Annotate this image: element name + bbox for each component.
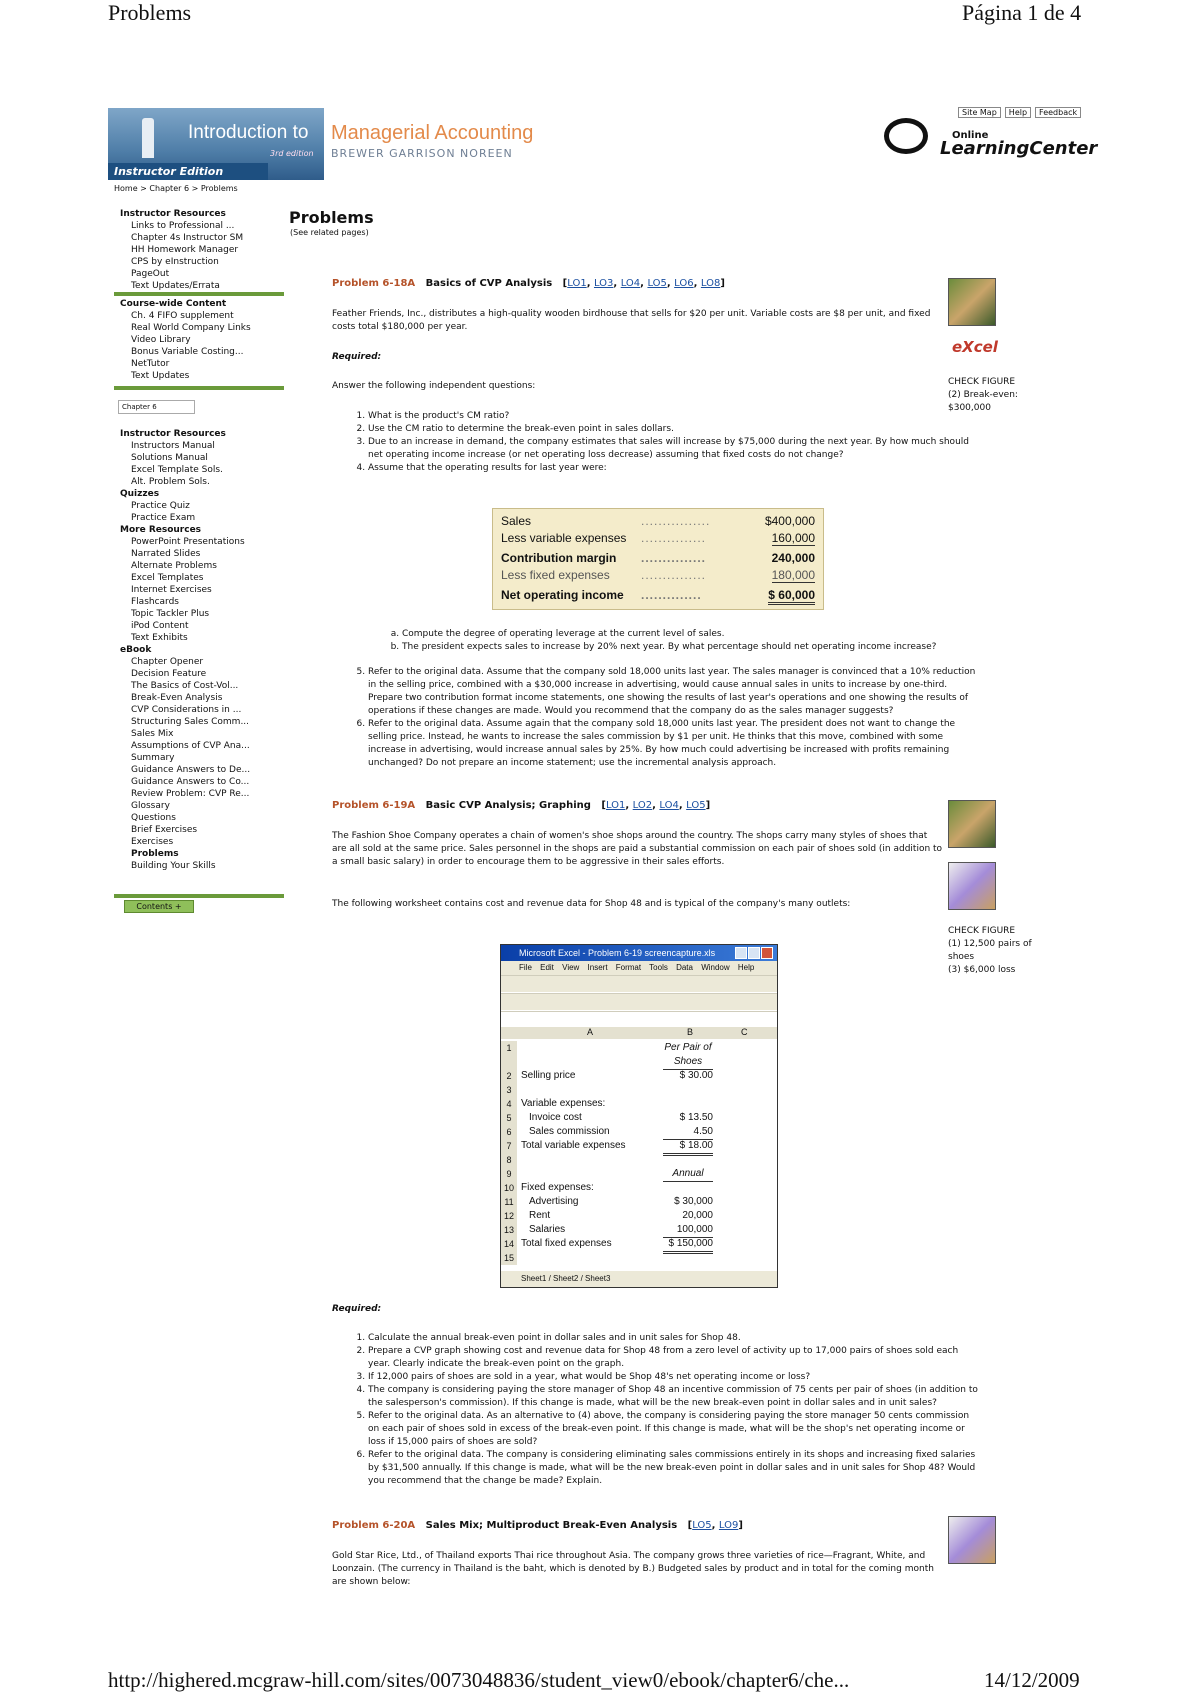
sidebar-item[interactable]: Bonus Variable Costing... — [131, 347, 244, 357]
excel-column-headers — [501, 1027, 777, 1039]
page-title: Problems — [289, 208, 374, 227]
column-header-c: C — [741, 1027, 748, 1037]
question: 4. The company is considering paying the store manager of Shop 48 an incentive commission of 75 cents per pair of shoes (in addition to the salesperson's commission). If this change is made, what will be the new break-even point in dollar sales and in unit sales? — [368, 1384, 980, 1410]
sidebar-group-2 — [120, 298, 251, 382]
excel-menu-bar[interactable]: File Edit View Insert Format Tools Data Window Help — [501, 961, 777, 975]
sidebar-item[interactable]: Alt. Problem Sols. — [131, 477, 210, 487]
banner-authors: BREWER GARRISON NOREEN — [331, 147, 513, 160]
check-figure-text: shoes — [948, 952, 975, 962]
check-figure-text: (3) $6,000 loss — [948, 965, 1016, 975]
sidebar-item[interactable]: Real World Company Links — [131, 323, 251, 333]
sidebar-item[interactable]: Links to Professional ... — [131, 221, 235, 231]
tutorial-thumbnail[interactable] — [948, 1516, 996, 1564]
excel-title-bar: Microsoft Excel - Problem 6-19 screencapture.xls — [501, 945, 777, 961]
lo-link[interactable]: LO5 — [692, 1520, 712, 1531]
sidebar-item[interactable]: Glossary — [131, 801, 170, 811]
sidebar-heading: Instructor Resources — [120, 429, 226, 439]
contents-button[interactable]: Contents + — [124, 900, 194, 913]
question: 2. Prepare a CVP graph showing cost and revenue data for Shop 48 from a zero level of activity up to 17,000 pairs of shoes sold each year. Clearly indicate the break-even point on the graph. — [368, 1345, 980, 1371]
lo-link[interactable]: LO5 — [686, 800, 706, 811]
excel-row: 1 Per Pair of — [501, 1041, 777, 1055]
question: 6. Refer to the original data. The company is considering eliminating sales commissions entirely in its shops and increasing fixed salaries by $31,500 annually. If this change is made, what will be the new break-even point in dollar sales and in unit sales for Shop 48? Would you recommend that the change be made? Explain. — [368, 1449, 980, 1488]
problem-intro: The Fashion Shoe Company operates a chain of women's shoe shops around the country. The shops carry many styles of shoes that are all sold at the same price. Sales personnel in the shops are paid a substantial commission on each pair of shoes sold (in addition to a small basic salary) in order to encourage them to be aggressive in their sales efforts. — [332, 831, 943, 867]
sidebar-item[interactable]: Text Updates — [131, 371, 190, 381]
lighthouse-icon — [142, 118, 154, 158]
video-thumbnail[interactable] — [948, 800, 996, 848]
sidebar-item[interactable]: Building Your Skills — [131, 861, 216, 871]
worksheet-lead: The following worksheet contains cost and revenue data for Shop 48 and is typical of the company's many outlets: — [332, 899, 851, 909]
excel-row: 6 Sales commission 4.50 — [501, 1125, 777, 1139]
sidebar-item[interactable]: Text Exhibits — [131, 633, 188, 643]
sidebar-item[interactable]: Alternate Problems — [131, 561, 217, 571]
sidebar-item[interactable]: Summary — [131, 753, 175, 763]
required-label: Required: — [332, 352, 382, 362]
excel-row: Shoes — [501, 1055, 777, 1069]
question: 3. Due to an increase in demand, the company estimates that sales will increase by $75,000 during the next year. By how much should net operating income increase (or net operating loss decrease) assuming that fixed costs do not change? — [368, 436, 980, 462]
feedback-link[interactable]: Feedback — [1035, 107, 1081, 118]
problem-number: Problem 6-20A — [332, 1520, 416, 1531]
sidebar-heading: More Resources — [120, 525, 202, 535]
print-footer-url: http://highered.mcgraw-hill.com/sites/0073048836/student_view0/ebook/chapter6/che... — [108, 1668, 850, 1692]
problem-intro: Gold Star Rice, Ltd., of Thailand exports Thai rice throughout Asia. The company grows three varieties of rice—Fragrant, White, and Loonzain. (The currency in Thailand is the baht, which is denoted by B.) Budgeted sales by product and in total for the coming month are shown below: — [332, 1551, 934, 1587]
sidebar-item[interactable]: Break-Even Analysis — [131, 693, 223, 703]
print-header-page: Página 1 de 4 — [962, 0, 1082, 25]
lo-link[interactable]: LO2 — [632, 800, 653, 811]
income-row: Less fixed expenses ............... 180,000 — [501, 568, 815, 582]
chapter-select[interactable]: Chapter 6 — [118, 400, 195, 414]
sidebar-item[interactable]: Chapter Opener — [131, 657, 204, 667]
problem-title: Basic CVP Analysis; Graphing — [425, 800, 591, 811]
sidebar-item[interactable]: Structuring Sales Comm... — [131, 717, 250, 727]
excel-worksheet — [500, 944, 778, 1288]
excel-row: 10 Fixed expenses: — [501, 1181, 777, 1195]
sidebar-item[interactable]: Flashcards — [131, 597, 179, 607]
sidebar-item[interactable]: Solutions Manual — [131, 453, 208, 463]
sidebar-group-1 — [120, 208, 243, 292]
sidebar-group-3 — [120, 428, 250, 872]
video-thumbnail[interactable] — [948, 278, 996, 326]
sidebar-item[interactable]: PowerPoint Presentations — [131, 537, 245, 547]
question: 5. Refer to the original data. Assume that the company sold 18,000 units last year. The sales manager is convinced that a 10% reduction in the selling price, combined with a $30,000 increase in advertising, would cause annual sales in units to increase by one-third. Prepare two contribution format income statements, one showing the results of last year's operations and one showing the results of operations if these changes are made. Would you recommend that the company do as the sales manager suggests? — [368, 666, 980, 718]
lo-link[interactable]: LO1 — [567, 278, 587, 289]
excel-row: 15 — [501, 1251, 777, 1265]
sidebar-divider — [114, 894, 284, 898]
question: 5. Refer to the original data. As an alternative to (4) above, the company is considering paying the store manager 50 cents commission on each pair of shoes sold in excess of the break-even point. If this change is made, what will be the shop's net operating income or loss if 15,000 pairs of shoes are sold? — [368, 1410, 980, 1449]
question: 2. Use the CM ratio to determine the break-even point in sales dollars. — [368, 423, 980, 436]
sidebar-item[interactable]: HH Homework Manager — [131, 245, 239, 255]
sidebar-item[interactable]: CVP Considerations in ... — [131, 705, 242, 715]
tutorial-thumbnail[interactable] — [948, 862, 996, 910]
question-list — [332, 666, 980, 770]
column-header-b: B — [687, 1027, 694, 1037]
excel-row: 5 Invoice cost $ 13.50 — [501, 1111, 777, 1125]
check-figure-label: CHECK FIGURE — [948, 377, 1016, 387]
sidebar-item[interactable]: Topic Tackler Plus — [131, 609, 210, 619]
sidebar-item-current[interactable]: Problems — [131, 849, 179, 859]
question: 6. Refer to the original data. Assume again that the company sold 18,000 units last year. The president does not want to change the selling price. Instead, he wants to increase the sales commission by $1 per unit. He thinks that this move, combined with some increase in advertising, would increase annual sales by 25%. By how much could advertising be increased with profits remaining unchanged? Do not prepare an income statement; use the incremental analysis approach. — [368, 718, 980, 770]
print-footer-date: 14/12/2009 — [984, 1668, 1080, 1692]
sidebar-item[interactable]: Assumptions of CVP Ana... — [131, 741, 250, 751]
sidebar-divider — [114, 292, 284, 296]
problem-title: Basics of CVP Analysis — [425, 278, 553, 289]
column-header-a: A — [587, 1027, 594, 1037]
sidebar-item[interactable]: Instructors Manual — [131, 441, 215, 451]
question-list — [332, 1332, 980, 1488]
sidebar-item[interactable]: Guidance Answers to De... — [131, 765, 251, 775]
lo-link[interactable]: LO4 — [659, 800, 679, 811]
excel-row: 14 Total fixed expenses $ 150,000 — [501, 1237, 777, 1251]
excel-row: 8 — [501, 1153, 777, 1167]
sub-question: b. The president expects sales to increase by 20% next year. By what percentage should net operating income increase? — [402, 641, 942, 654]
site-map-link[interactable]: Site Map — [958, 107, 1001, 118]
instructor-edition-bar: Instructor Edition — [108, 163, 268, 180]
check-figure — [948, 925, 1068, 977]
sidebar-item[interactable]: PageOut — [131, 269, 170, 279]
check-figure-label: CHECK FIGURE — [948, 926, 1016, 936]
maximize-icon[interactable] — [748, 947, 760, 959]
sidebar-item[interactable]: iPod Content — [131, 621, 189, 631]
problem-heading: Problem 6-18A Basics of CVP Analysis [LO1, LO3, LO4, LO5, LO6, LO8] — [332, 278, 725, 289]
excel-row: 13 Salaries 100,000 — [501, 1223, 777, 1237]
olc-logo-icon — [884, 118, 928, 154]
see-related-link[interactable]: (See related pages) — [290, 228, 369, 237]
lo-link[interactable]: LO3 — [593, 278, 614, 289]
problem-heading: Problem 6-20A Sales Mix; Multiproduct Break-Even Analysis [LO5, LO9] — [332, 1520, 743, 1531]
olc-logo-line1: Online — [952, 130, 989, 141]
lo-link[interactable]: LO4 — [620, 278, 641, 289]
sidebar-item[interactable]: Chapter 4s Instructor SM — [131, 233, 244, 243]
breadcrumb[interactable]: Home > Chapter 6 > Problems — [114, 184, 238, 193]
question: 1. What is the product's CM ratio? — [368, 410, 980, 423]
excel-row: 4 Variable expenses: — [501, 1097, 777, 1111]
sub-question: a. Compute the degree of operating leverage at the current level of sales. — [402, 628, 942, 641]
sidebar-item[interactable]: Sales Mix — [131, 729, 174, 739]
sidebar-item[interactable]: Review Problem: CVP Re... — [131, 789, 250, 799]
excel-row: 11 Advertising $ 30,000 — [501, 1195, 777, 1209]
lo-link[interactable]: LO6 — [674, 278, 694, 289]
sidebar-item[interactable]: Practice Quiz — [131, 501, 190, 511]
sidebar-item[interactable]: Brief Exercises — [131, 825, 198, 835]
question: 4. Assume that the operating results for last year were: — [368, 462, 980, 475]
problem-number: Problem 6-19A — [332, 800, 416, 811]
sidebar-item[interactable]: Excel Template Sols. — [131, 465, 223, 475]
required-label: Required: — [332, 1304, 382, 1314]
excel-toolbar[interactable] — [501, 975, 777, 992]
close-icon[interactable] — [761, 947, 773, 959]
banner-title-2: Managerial Accounting — [331, 122, 534, 144]
lo-link[interactable]: LO1 — [605, 800, 626, 811]
lo-link[interactable]: LO5 — [647, 278, 667, 289]
check-figure-text: $300,000 — [948, 403, 991, 413]
income-row: Net operating income .............. $ 60,000 — [501, 588, 815, 606]
olc-logo-line2: LearningCenter — [940, 138, 1098, 159]
income-statement — [492, 508, 824, 610]
sidebar-item[interactable]: Narrated Slides — [131, 549, 201, 559]
excel-sheet-tabs[interactable]: Sheet1 / Sheet2 / Sheet3 — [501, 1271, 777, 1287]
help-link[interactable]: Help — [1005, 107, 1031, 118]
sidebar-item[interactable]: Guidance Answers to Co... — [131, 777, 250, 787]
problem-heading: Problem 6-19A Basic CVP Analysis; Graphing [LO1, LO2, LO4, LO5] — [332, 800, 711, 811]
sidebar-item[interactable]: Excel Templates — [131, 573, 204, 583]
banner-edition: 3rd edition — [270, 149, 314, 158]
sidebar-heading: Course-wide Content — [120, 299, 227, 309]
sidebar-item[interactable]: Ch. 4 FIFO supplement — [131, 311, 234, 321]
excel-row: 2 Selling price $ 30.00 — [501, 1069, 777, 1083]
sidebar-heading: Quizzes — [120, 489, 160, 499]
sidebar-item[interactable]: Exercises — [131, 837, 174, 847]
questions-lead: Answer the following independent questions: — [332, 381, 536, 391]
check-figure-text: (2) Break-even: — [948, 390, 1018, 400]
excel-row: 3 — [501, 1083, 777, 1097]
question: 3. If 12,000 pairs of shoes are sold in a year, what would be Shop 48's net operating income or loss? — [368, 1371, 980, 1384]
sidebar-heading: eBook — [120, 645, 152, 655]
sidebar-item[interactable]: NetTutor — [131, 359, 170, 369]
sidebar-item[interactable]: Video Library — [131, 335, 191, 345]
problem-number: Problem 6-18A — [332, 278, 416, 289]
problem-title: Sales Mix; Multiproduct Break-Even Analysis — [425, 1520, 678, 1531]
sidebar-item[interactable]: Questions — [131, 813, 176, 823]
sidebar-item[interactable]: Practice Exam — [131, 513, 196, 523]
print-header-title: Problems — [108, 0, 192, 25]
sidebar-item[interactable]: CPS by eInstruction — [131, 257, 219, 267]
excel-row: 7 Total variable expenses $ 18.00 — [501, 1139, 777, 1153]
excel-icon[interactable]: eXcel — [952, 338, 998, 356]
banner-title-1: Introduction to — [188, 122, 309, 143]
question-list — [332, 410, 980, 475]
sidebar-heading: Instructor Resources — [120, 209, 226, 219]
excel-format-toolbar[interactable] — [501, 993, 777, 1010]
problem-intro: Feather Friends, Inc., distributes a high-quality wooden birdhouse that sells for $20 per unit. Variable costs are $8 per unit, and fixed costs total $180,000 per year. — [332, 309, 931, 332]
lo-link[interactable]: LO8 — [700, 278, 721, 289]
excel-row: 12 Rent 20,000 — [501, 1209, 777, 1223]
income-row: Less variable expenses ............... 160,000 — [501, 531, 815, 545]
excel-row: 9 Annual — [501, 1167, 777, 1181]
check-figure-text: (1) 12,500 pairs of — [948, 939, 1032, 949]
sidebar-item[interactable]: The Basics of Cost-Vol... — [131, 681, 239, 691]
top-links — [958, 108, 1085, 117]
sidebar-divider — [114, 386, 284, 390]
income-row: Sales ................ $400,000 — [501, 514, 815, 528]
sidebar-item[interactable]: Internet Exercises — [131, 585, 212, 595]
question: 1. Calculate the annual break-even point in dollar sales and in unit sales for Shop 48. — [368, 1332, 980, 1345]
sub-question-list — [384, 628, 942, 654]
sidebar-item[interactable]: Decision Feature — [131, 669, 207, 679]
minimize-icon[interactable] — [735, 947, 747, 959]
excel-formula-bar[interactable] — [501, 1011, 777, 1028]
sidebar-item[interactable]: Text Updates/Errata — [131, 281, 220, 291]
lo-link[interactable]: LO9 — [718, 1520, 739, 1531]
income-row: Contribution margin ............... 240,000 — [501, 551, 815, 565]
